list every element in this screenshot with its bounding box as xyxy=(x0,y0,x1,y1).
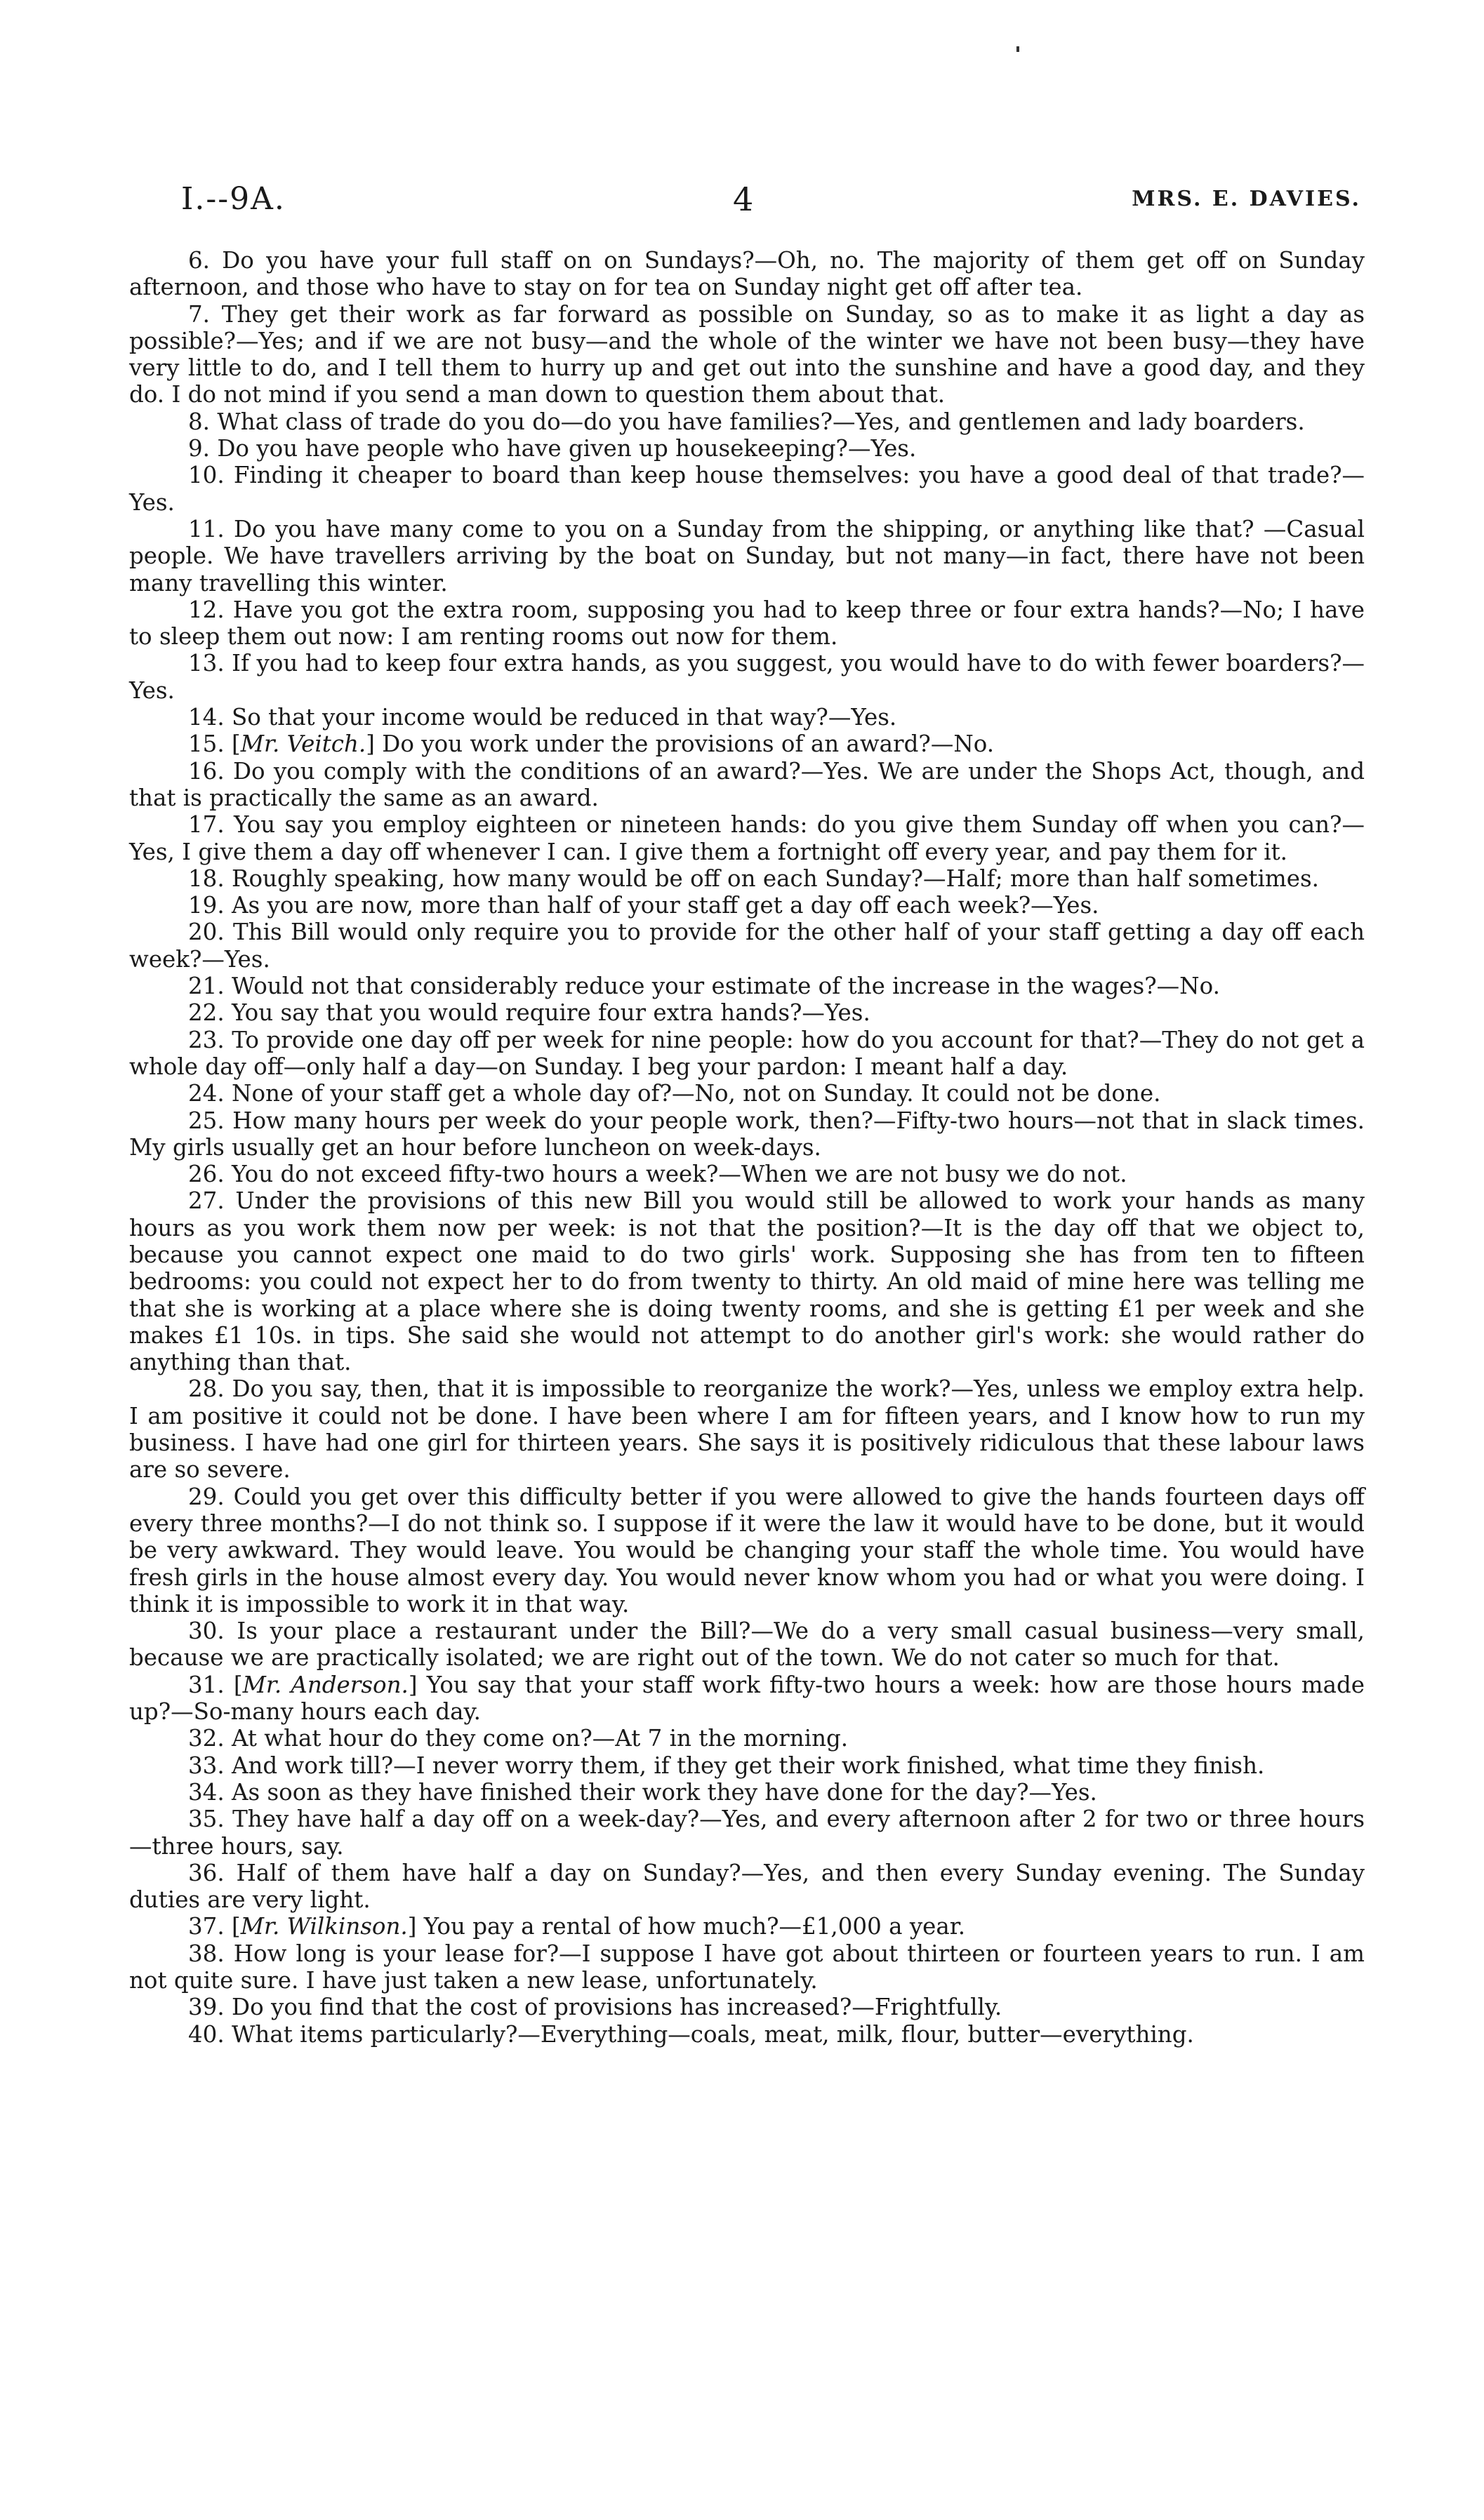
paragraph-text: 26. You do not exceed fifty-two hours a week?—When we are not busy we do not. xyxy=(188,1161,1127,1188)
paragraph-text: 39. Do you find that the cost of provisions has increased?—Frightfully. xyxy=(188,1994,1002,2021)
paragraph-text: 38. How long is your lease for?—I suppose I have got about thirteen or fourteen years to run. I am not quite sure. I have just taken a new lease, unfortunately. xyxy=(129,1940,1365,1994)
question-answer-p33 xyxy=(129,1752,1365,1779)
witness-name: MRS. E. DAVIES. xyxy=(1132,187,1361,211)
question-answer-p35 xyxy=(129,1806,1365,1860)
paragraph-text: 33. And work till?—I never worry them, if they get their work finished, what time they finish. xyxy=(188,1752,1265,1779)
paragraph-text: 9. Do you have people who have given up housekeeping?—Yes. xyxy=(188,435,917,462)
paragraph-text: ] You say that your staff work fifty-two hours a week: how are those hours made up?—So-many hours each day. xyxy=(129,1671,1365,1726)
paragraph-text: 34. As soon as they have finished their work they have done for the day?—Yes. xyxy=(188,1778,1097,1806)
question-answer-p27 xyxy=(129,1187,1365,1375)
evidence-transcript xyxy=(129,247,1365,2048)
question-answer-p7 xyxy=(129,301,1365,408)
paragraph-text: 17. You say you employ eighteen or nineteen hands: do you give them Sunday off when you can?—Yes, I give them a day off whenever I can. I give them a fortnight off every year, and pay them for it. xyxy=(129,811,1365,865)
question-answer-p25 xyxy=(129,1107,1365,1161)
paper-reference: I.--9A. xyxy=(181,181,286,217)
question-answer-p19 xyxy=(129,892,1365,919)
paragraph-text: 27. Under the provisions of this new Bill you would still be allowed to work your hands as many hours as you work them now per week: is not that the position?—It is the day off that we object to, because you cannot expect one maid to do two girls' work. Supposing she has from ten to fifteen bedrooms: you could not expect her to do from twenty to thirty. An old maid of mine here was telling me that she is working at a place where she is doing twenty rooms, and she is getting £1 per week and she makes £1 10s. in tips. She said she would not attempt to do another girl's work: she would rather do anything than that. xyxy=(129,1187,1365,1376)
question-answer-p15 xyxy=(129,731,1365,757)
paragraph-text: 40. What items particularly?—Everything—coals, meat, milk, flour, butter—everything. xyxy=(188,2020,1194,2048)
question-answer-p37 xyxy=(129,1913,1365,1940)
question-answer-p36 xyxy=(129,1860,1365,1914)
question-answer-p39 xyxy=(129,1994,1365,2020)
question-answer-p14 xyxy=(129,704,1365,731)
question-answer-p38 xyxy=(129,1940,1365,1994)
paragraph-text: 19. As you are now, more than half of your staff get a day off each week?—Yes. xyxy=(188,892,1099,919)
question-answer-p24 xyxy=(129,1080,1365,1107)
paragraph-text: 23. To provide one day off per week for nine people: how do you account for that?—They do not get a whole day off—only half a day—on Sunday. I beg your pardon: I meant half a day. xyxy=(129,1026,1365,1080)
paragraph-text: 28. Do you say, then, that it is impossible to reorganize the work?—Yes, unless we employ extra help. I am positive it could not be done. I have been where I am for fifteen years, and I know how to run my business. I have had one girl for thirteen years. She says it is positively ridiculous that these labour laws are so severe. xyxy=(129,1375,1365,1484)
question-number: 37. [ xyxy=(188,1913,241,1940)
question-number: 31. [ xyxy=(188,1671,243,1698)
question-answer-p23 xyxy=(129,1027,1365,1081)
paragraph-text: 35. They have half a day off on a week-day?—Yes, and every afternoon after 2 for two or three hours—three hours, say. xyxy=(129,1806,1365,1860)
paragraph-text: 25. How many hours per week do your people work, then?—Fifty-two hours—not that in slack times. My girls usually get an hour before luncheon on week-days. xyxy=(129,1107,1365,1161)
question-answer-p9 xyxy=(129,435,1365,462)
question-answer-p30 xyxy=(129,1618,1365,1672)
paragraph-text: 32. At what hour do they come on?—At 7 in the morning. xyxy=(188,1725,849,1752)
paragraph-text: 22. You say that you would require four extra hands?—Yes. xyxy=(188,999,870,1027)
question-answer-p10 xyxy=(129,462,1365,516)
question-answer-p18 xyxy=(129,865,1365,892)
paragraph-text: 6. Do you have your full staff on on Sundays?—Oh, no. The majority of them get off on Sunday afternoon, and those who have to stay on for tea on Sunday night get off after tea. xyxy=(129,247,1365,301)
paragraph-text: 29. Could you get over this difficulty better if you were allowed to give the hands fourteen days off every three months?—I do not think so. I suppose if it were the law it would have to be done, but it would be very awkward. They would leave. You would be changing your staff the whole time. You would have fresh girls in the house almost every day. You would never know whom you had or what you were doing. I think it is impossible to work it in that way. xyxy=(129,1483,1365,1618)
question-number: 15. [ xyxy=(188,731,241,758)
question-answer-p31 xyxy=(129,1672,1365,1726)
paragraph-text: 24. None of your staff get a whole day of?—No, not on Sunday. It could not be done. xyxy=(188,1080,1161,1107)
paragraph-text: 21. Would not that considerably reduce your estimate of the increase in the wages?—No. xyxy=(188,973,1220,1000)
paragraph-text: ] You pay a rental of how much?—£1,000 a year. xyxy=(407,1913,966,1940)
question-answer-p29 xyxy=(129,1484,1365,1618)
paragraph-text: 36. Half of them have half a day on Sunday?—Yes, and then every Sunday evening. The Sunday duties are very light. xyxy=(129,1859,1365,1914)
paragraph-text: 16. Do you comply with the conditions of an award?—Yes. We are under the Shops Act, though, and that is practically the same as an award. xyxy=(129,757,1365,811)
paragraph-text: 18. Roughly speaking, how many would be off on each Sunday?—Half; more than half sometimes. xyxy=(188,865,1319,892)
paragraph-text: 7. They get their work as far forward as possible on Sunday, so as to make it as light a day as possible?—Yes; and if we are not busy—and the whole of the winter we have not been busy—they have very little to do, and I tell them to hurry up and get out into the sunshine and have a good day, and they do. I do not mind if you send a man down to question them about that. xyxy=(129,300,1365,408)
paragraph-text: 14. So that your income would be reduced in that way?—Yes. xyxy=(188,704,897,731)
paragraph-text: ] Do you work under the provisions of an award?—No. xyxy=(366,731,995,758)
question-answer-p6 xyxy=(129,247,1365,301)
question-answer-p22 xyxy=(129,999,1365,1026)
question-answer-p26 xyxy=(129,1161,1365,1187)
question-answer-p13 xyxy=(129,650,1365,704)
paragraph-text: 8. What class of trade do you do—do you have families?—Yes, and gentlemen and lady boarders. xyxy=(188,408,1305,435)
paragraph-text: 13. If you had to keep four extra hands, as you suggest, you would have to do with fewer boarders?—Yes. xyxy=(129,650,1365,704)
question-answer-p8 xyxy=(129,408,1365,435)
question-answer-p34 xyxy=(129,1779,1365,1806)
question-answer-p20 xyxy=(129,919,1365,973)
speaker-name: Mr. Wilkinson. xyxy=(240,1913,408,1940)
question-answer-p40 xyxy=(129,2021,1365,2048)
paragraph-text: 12. Have you got the extra room, supposing you had to keep three or four extra hands?—No; I have to sleep them out now: I am renting rooms out now for them. xyxy=(129,596,1365,651)
print-mark xyxy=(1016,46,1019,52)
question-answer-p32 xyxy=(129,1725,1365,1752)
paragraph-text: 10. Finding it cheaper to board than keep house themselves: you have a good deal of that trade?—Yes. xyxy=(129,462,1365,516)
paragraph-text: 20. This Bill would only require you to provide for the other half of your staff getting a day off each week?—Yes. xyxy=(129,919,1365,973)
question-answer-p16 xyxy=(129,758,1365,812)
speaker-name: Mr. Anderson. xyxy=(242,1671,409,1698)
question-answer-p28 xyxy=(129,1375,1365,1483)
paragraph-text: 11. Do you have many come to you on a Sunday from the shipping, or anything like that? —Casual people. We have travellers arriving by the boat on Sunday, but not many—in fact, there have not been many travelling this winter. xyxy=(129,515,1365,596)
paragraph-text: 30. Is your place a restaurant under the Bill?—We do a very small casual business—very small, because we are practically isolated; we are right out of the town. We do not cater so much for that. xyxy=(129,1618,1365,1672)
page-number: 4 xyxy=(733,180,754,218)
question-answer-p11 xyxy=(129,516,1365,596)
question-answer-p21 xyxy=(129,973,1365,999)
question-answer-p12 xyxy=(129,596,1365,651)
question-answer-p17 xyxy=(129,811,1365,865)
speaker-name: Mr. Veitch. xyxy=(240,731,366,758)
